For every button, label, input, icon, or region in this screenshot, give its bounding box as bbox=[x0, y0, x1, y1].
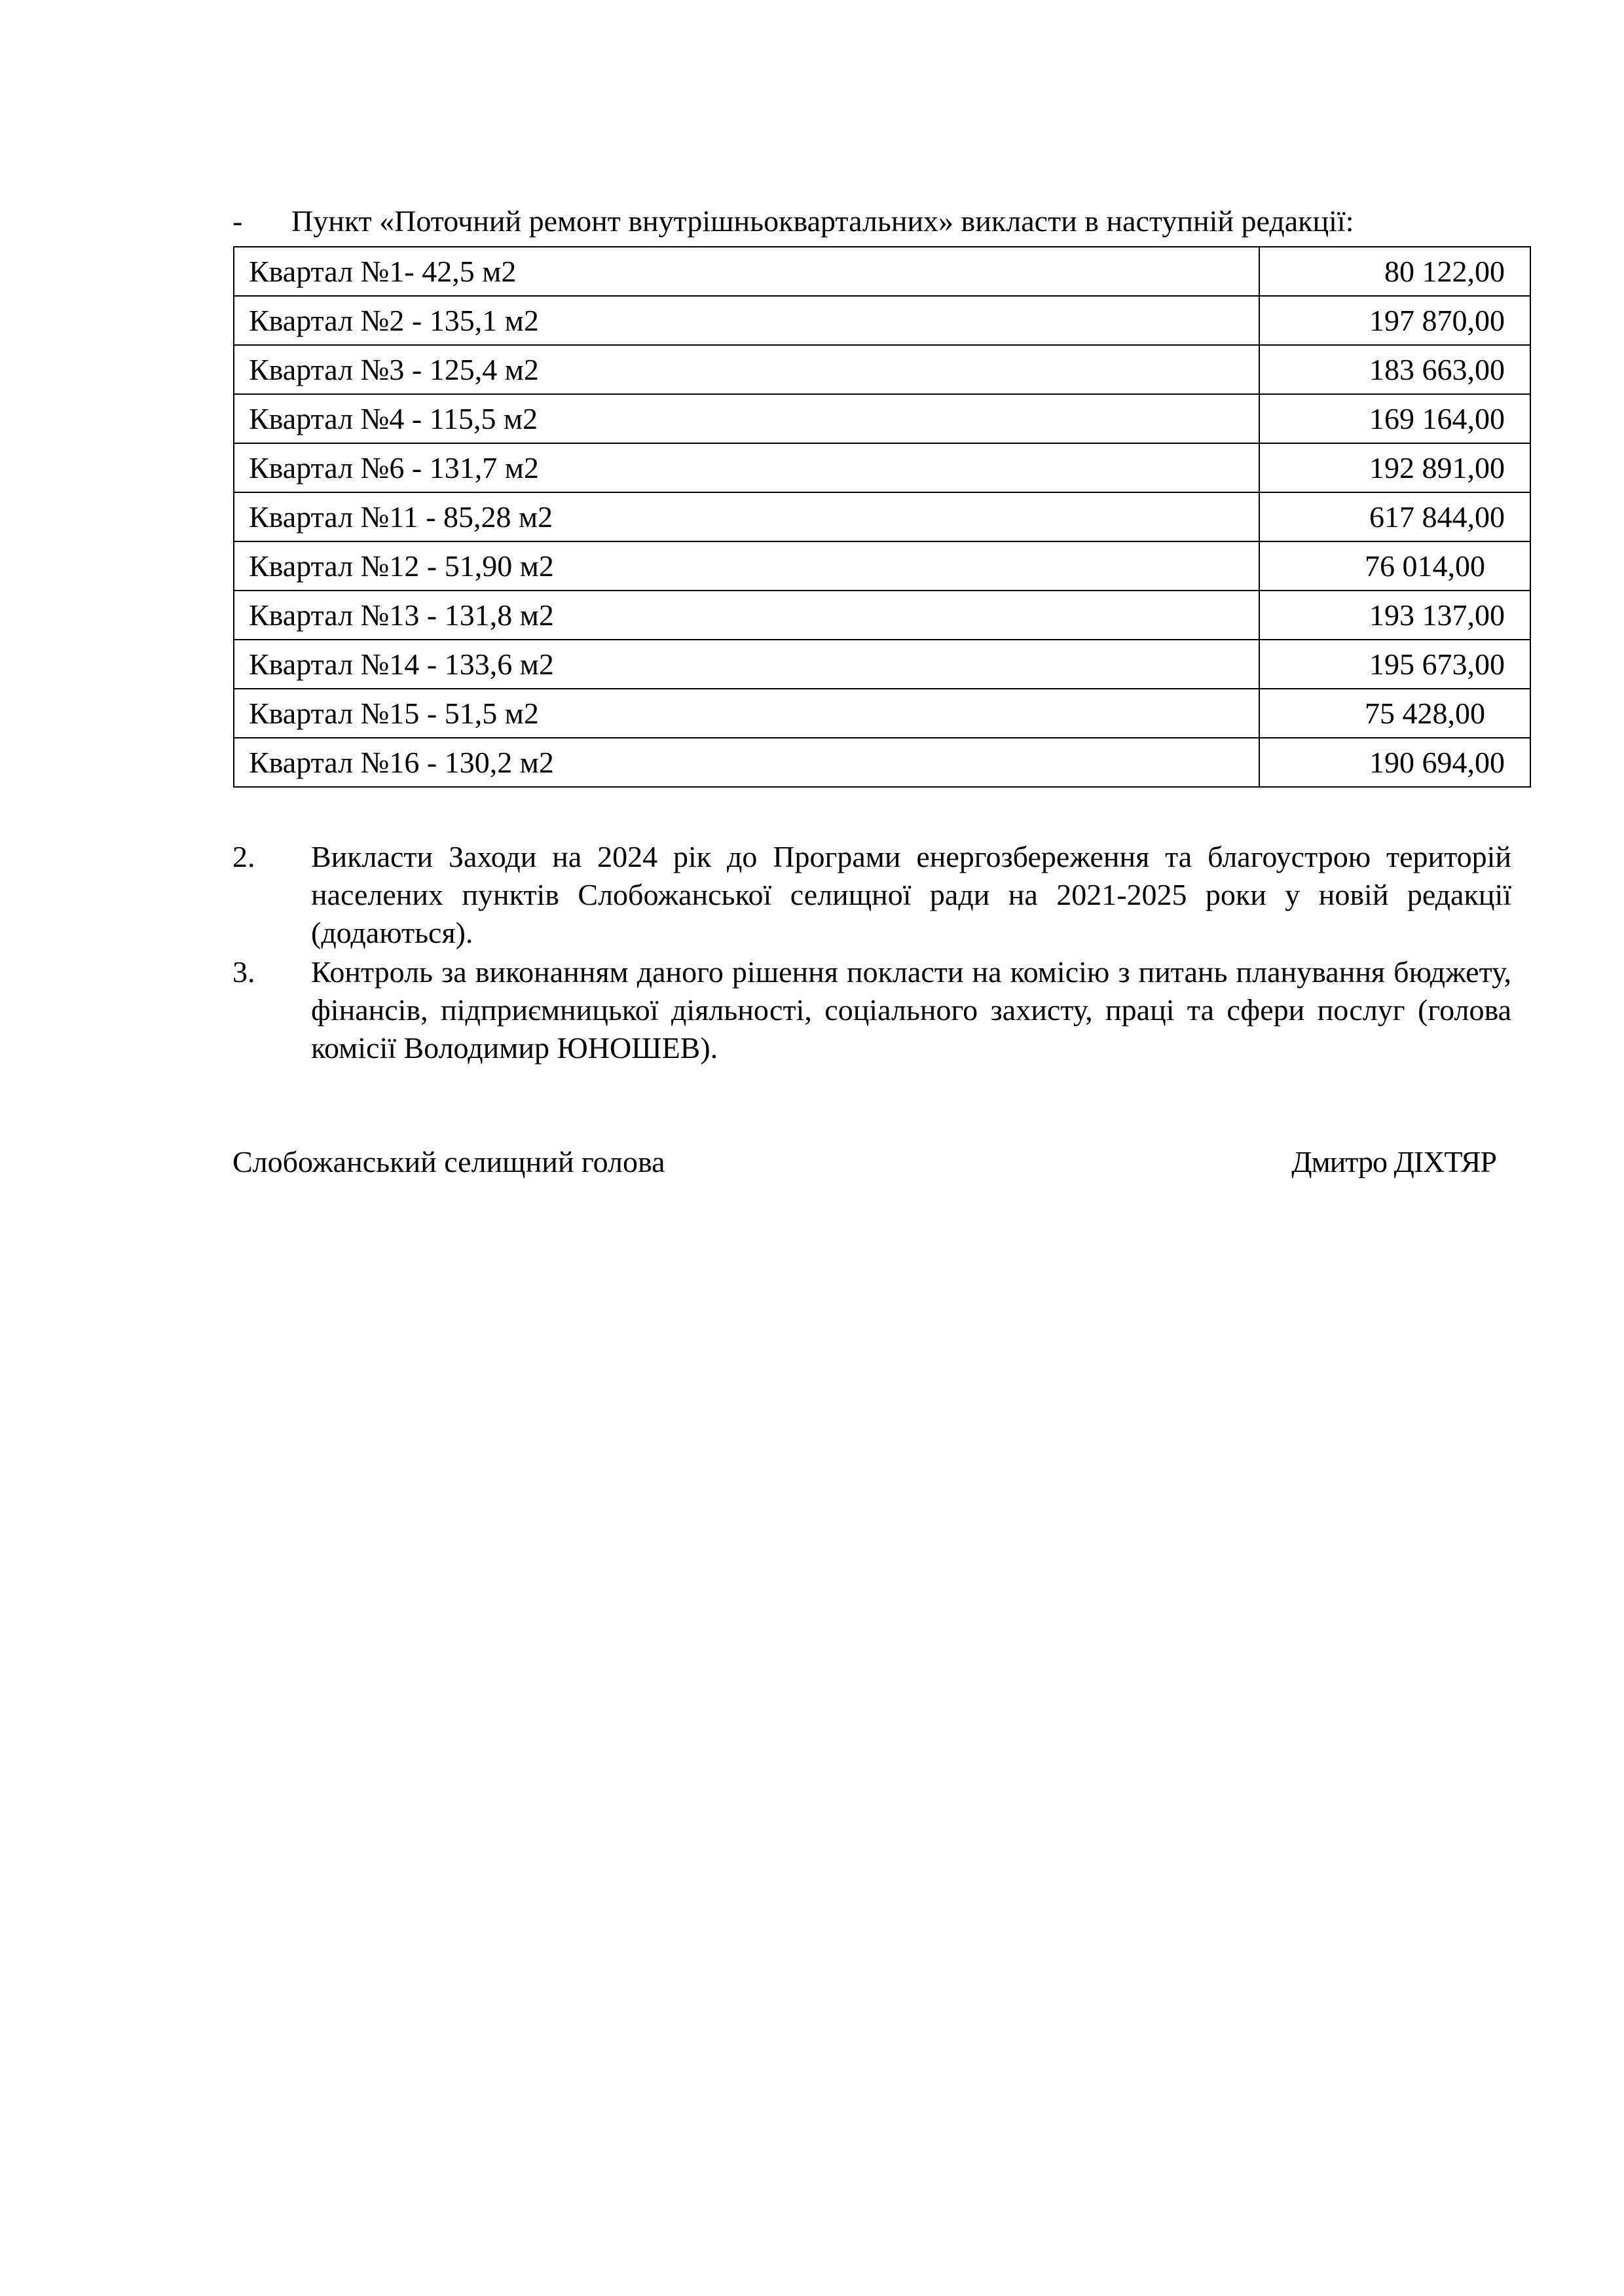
intro-paragraph bbox=[232, 202, 1516, 241]
table-row bbox=[234, 640, 1530, 689]
amount-cell: 195 673,00 bbox=[1259, 640, 1530, 689]
table-row bbox=[234, 591, 1530, 640]
signature-block bbox=[232, 1142, 1496, 1182]
item-text: Контроль за виконанням даного рішення покласти на комісію з питань планування бюджету, фінансів, підприємницької діяльності, соціального захисту, праці та сфери послуг (голова комісії Володимир ЮНОШЕВ). bbox=[311, 955, 1511, 1065]
numbered-items bbox=[232, 838, 1511, 1068]
quarter-name-cell: Квартал №14 - 133,6 м2 bbox=[234, 640, 1259, 689]
quarter-name-cell: Квартал №4 - 115,5 м2 bbox=[234, 394, 1259, 443]
table-row bbox=[234, 247, 1530, 296]
quarter-name-cell: Квартал №12 - 51,90 м2 bbox=[234, 541, 1259, 591]
quarter-name-cell: Квартал №3 - 125,4 м2 bbox=[234, 345, 1259, 394]
table-row bbox=[234, 689, 1530, 738]
quarter-name-cell: Квартал №1- 42,5 м2 bbox=[234, 247, 1259, 296]
intro-text: Пункт «Поточний ремонт внутрішньоквартальних» викласти в наступній редакції: bbox=[291, 204, 1354, 238]
quarter-name-cell: Квартал №15 - 51,5 м2 bbox=[234, 689, 1259, 738]
amount-cell: 617 844,00 bbox=[1259, 492, 1530, 541]
signatory-name: Дмитро ДІХТЯР bbox=[1291, 1145, 1496, 1178]
quarter-name-cell: Квартал №16 - 130,2 м2 bbox=[234, 738, 1259, 787]
list-item bbox=[232, 838, 1511, 952]
table-row bbox=[234, 296, 1530, 345]
quarter-name-cell: Квартал №6 - 131,7 м2 bbox=[234, 443, 1259, 492]
table-row bbox=[234, 443, 1530, 492]
table-row bbox=[234, 394, 1530, 443]
item-number: 3. bbox=[232, 955, 255, 989]
table-row bbox=[234, 738, 1530, 787]
amount-cell: 80 122,00 bbox=[1259, 247, 1530, 296]
amount-cell: 197 870,00 bbox=[1259, 296, 1530, 345]
table-row bbox=[234, 345, 1530, 394]
list-item bbox=[232, 953, 1511, 1067]
quarter-name-cell: Квартал №11 - 85,28 м2 bbox=[234, 492, 1259, 541]
amount-cell: 75 428,00 bbox=[1259, 689, 1530, 738]
amount-cell: 76 014,00 bbox=[1259, 541, 1530, 591]
table-row bbox=[234, 492, 1530, 541]
quarter-name-cell: Квартал №2 - 135,1 м2 bbox=[234, 296, 1259, 345]
table-row bbox=[234, 541, 1530, 591]
intro-bullet: - bbox=[232, 204, 243, 238]
amount-cell: 193 137,00 bbox=[1259, 591, 1530, 640]
amount-cell: 192 891,00 bbox=[1259, 443, 1530, 492]
quarter-name-cell: Квартал №13 - 131,8 м2 bbox=[234, 591, 1259, 640]
item-number: 2. bbox=[232, 840, 255, 873]
amount-cell: 183 663,00 bbox=[1259, 345, 1530, 394]
item-text: Викласти Заходи на 2024 рік до Програми енергозбереження та благоустрою територій населених пунктів Слобожанської селищної ради на 2021-2025 роки у новій редакції (додаються). bbox=[311, 840, 1511, 949]
amount-cell: 169 164,00 bbox=[1259, 394, 1530, 443]
repair-works-table bbox=[233, 246, 1531, 788]
amount-cell: 190 694,00 bbox=[1259, 738, 1530, 787]
signatory-position: Слобожанський селищний голова bbox=[232, 1145, 665, 1178]
